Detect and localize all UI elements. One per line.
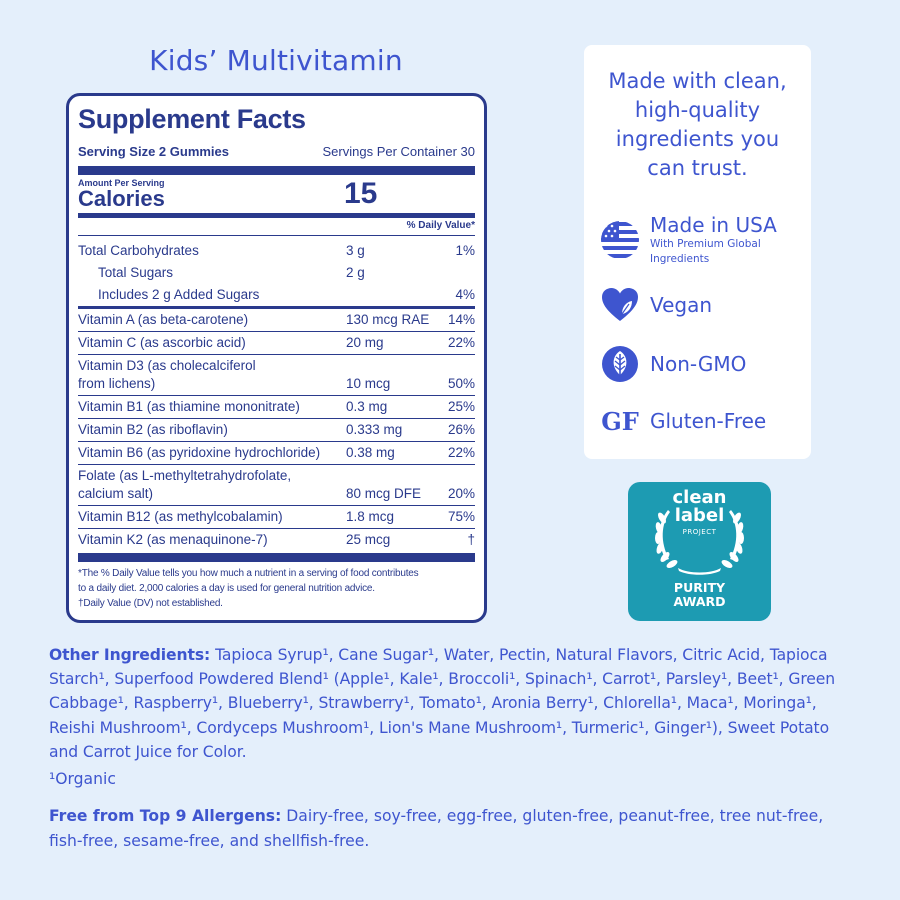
badge-text-award: AWARD	[673, 594, 726, 609]
nutrient-daily-value: 14%	[447, 312, 475, 327]
claim-sublabel: With Premium Global	[650, 238, 761, 250]
nutrient-amount: 3 g	[346, 243, 365, 258]
nutrient-daily-value: 22%	[447, 335, 475, 350]
nutrient-name-line: Vitamin B6 (as pyridoxine hydrochloride)	[78, 445, 321, 460]
organic-note: ¹Organic	[49, 770, 116, 788]
nutrient-row	[78, 506, 475, 529]
nutrient-name	[78, 334, 346, 352]
nutrient-name-line: calcium salt)	[78, 486, 154, 501]
claim-non-gmo	[600, 344, 746, 384]
nutrient-daily-value: 22%	[447, 445, 475, 460]
allergens-text: Dairy-free, soy-free, egg-free, gluten-free, peanut-free, tree nut-free, fish-free, sesame-free, and shellfish-free.	[49, 807, 824, 850]
nutrient-daily-value: 50%	[447, 376, 475, 391]
nutrient-name	[78, 508, 346, 526]
calories-label: Calories	[78, 186, 165, 211]
nutrient-row	[78, 529, 475, 551]
nutrient-name-line: Total Sugars	[98, 265, 174, 280]
claim-gluten-free	[600, 401, 766, 441]
nutrient-amount: 25 mcg	[346, 532, 391, 547]
nutrient-row	[78, 284, 475, 309]
footnote	[78, 566, 475, 611]
headline-line: ingredients you	[615, 127, 780, 151]
nutrient-amount: 0.333 mg	[346, 422, 403, 437]
other-ingredients-text: Tapioca Syrup¹, Cane Sugar¹, Water, Pectin, Natural Flavors, Citric Acid, Tapioca Starch¹, Superfood Powdered Blend¹ (Apple¹, Kale¹, Broccoli¹, Spinach¹, Carrot¹, Parsley¹, Beet¹, Green Cabbage¹, Raspberry¹, Blueberry¹, Strawberry¹, Tomato¹, Aronia Berry¹, Chlorella¹, Maca¹, Moringa¹, Reishi Mushroom¹, Cordyceps Mushroom¹, Lion's Mane Mushroom¹, Turmeric¹, Ginger¹), Sweet Potato and Carrot Juice for Color.	[49, 646, 836, 761]
nutrient-name-line: Includes 2 g Added Sugars	[98, 287, 260, 302]
nutrient-name-line: Vitamin K2 (as menaquinone-7)	[78, 532, 268, 547]
calories-value: 15	[344, 177, 378, 210]
nutrient-name	[78, 398, 346, 416]
other-ingredients-label: Other Ingredients:	[49, 646, 211, 664]
nutrient-name	[78, 444, 346, 462]
nutrient-daily-value: †	[467, 532, 475, 547]
nutrient-name	[78, 467, 346, 503]
nutrient-row	[78, 355, 475, 396]
nutrient-amount: 0.38 mg	[346, 445, 395, 460]
allergen-statement	[49, 804, 861, 853]
heart-leaf-icon	[600, 285, 640, 325]
supplement-facts-heading: Supplement Facts	[78, 104, 306, 134]
nutrient-daily-value: 75%	[447, 509, 475, 524]
nutrient-daily-value: 26%	[447, 422, 475, 437]
nutrient-row	[78, 262, 475, 284]
nutrient-name	[78, 421, 346, 439]
headline-line: high-quality	[634, 98, 761, 122]
daily-value-header: % Daily Value*	[78, 218, 475, 236]
nutrient-name-line: Total Carbohydrates	[78, 243, 199, 258]
clean-label-purity-award-badge	[628, 482, 771, 621]
footnote-line: †Daily Value (DV) not established.	[78, 598, 223, 609]
nutrient-amount: 130 mcg RAE	[346, 312, 430, 327]
nutrient-name	[78, 531, 346, 549]
nutrient-name	[78, 242, 346, 260]
nutrient-row	[78, 465, 475, 506]
claim-sublabel: Ingredients	[650, 253, 710, 265]
serving-size: Serving Size 2 Gummies	[78, 144, 230, 159]
serving-info	[78, 144, 475, 160]
headline-line: can trust.	[647, 156, 748, 180]
thick-divider	[78, 166, 475, 175]
nutrient-daily-value: 20%	[447, 486, 475, 501]
nutrient-name-line: Vitamin B2 (as riboflavin)	[78, 422, 228, 437]
leaf-circle-icon	[600, 344, 640, 384]
claim-vegan	[600, 285, 712, 325]
nutrient-row	[78, 396, 475, 419]
benefits-card	[584, 45, 811, 459]
gf-mark: GF	[601, 406, 639, 436]
badge-text-project: PROJECT	[682, 528, 717, 536]
nutrient-name-line: Vitamin D3 (as cholecalciferol	[78, 358, 256, 373]
nutrient-amount: 20 mg	[346, 335, 384, 350]
gf-icon	[600, 401, 640, 441]
claim-label: Vegan	[650, 293, 713, 317]
supplement-facts-panel	[66, 93, 487, 623]
benefits-headline	[584, 67, 811, 183]
nutrient-daily-value: 4%	[455, 287, 475, 302]
footnote-line: to a daily diet. 2,000 calories a day is used for general nutrition advice.	[78, 583, 375, 594]
headline-line: Made with clean,	[608, 69, 787, 93]
nutrient-daily-value: 25%	[447, 399, 475, 414]
nutrient-name	[78, 311, 346, 329]
other-ingredients	[49, 643, 861, 764]
claim-label: Made in USA	[650, 213, 777, 237]
nutrient-name	[78, 264, 346, 282]
nutrient-amount: 10 mcg	[346, 376, 391, 391]
nutrient-row	[78, 309, 475, 332]
nutrient-table	[78, 240, 475, 551]
footnote-line: *The % Daily Value tells you how much a nutrient in a serving of food contributes	[78, 568, 419, 579]
badge-text-label: label	[674, 505, 725, 526]
nutrient-name	[78, 357, 346, 393]
nutrient-name-line: Folate (as L-methyltetrahydrofolate,	[78, 468, 292, 483]
nutrient-row	[78, 442, 475, 465]
allergens-label: Free from Top 9 Allergens:	[49, 807, 282, 825]
amount-per-serving-label: Amount Per Serving	[78, 178, 165, 188]
nutrient-amount: 0.3 mg	[346, 399, 388, 414]
badge-text-purity: PURITY	[673, 580, 726, 595]
nutrient-row	[78, 419, 475, 442]
nutrient-amount: 1.8 mcg	[346, 509, 395, 524]
calories-row	[78, 175, 475, 213]
nutrient-amount: 80 mcg DFE	[346, 486, 422, 501]
claim-made-in-usa	[600, 213, 777, 267]
nutrient-name-line: Vitamin B12 (as methylcobalamin)	[78, 509, 283, 524]
nutrient-amount: 2 g	[346, 265, 365, 280]
nutrient-name-line: Vitamin B1 (as thiamine mononitrate)	[78, 399, 300, 414]
nutrient-row	[78, 332, 475, 355]
badge-text-clean: clean	[672, 487, 727, 508]
nutrient-row	[78, 240, 475, 262]
claim-label: Gluten-Free	[650, 409, 767, 433]
nutrient-name-line: Vitamin A (as beta-carotene)	[78, 312, 249, 327]
nutrient-name-line: Vitamin C (as ascorbic acid)	[78, 335, 246, 350]
nutrient-name	[78, 286, 346, 304]
thick-divider-bottom	[78, 553, 475, 562]
product-title: Kids’ Multivitamin	[149, 44, 403, 77]
us-flag-icon	[600, 220, 640, 260]
nutrient-name-line: from lichens)	[78, 376, 156, 391]
claim-label: Non-GMO	[650, 352, 747, 376]
nutrient-daily-value: 1%	[455, 243, 475, 258]
servings-per-container: Servings Per Container 30	[322, 144, 475, 159]
